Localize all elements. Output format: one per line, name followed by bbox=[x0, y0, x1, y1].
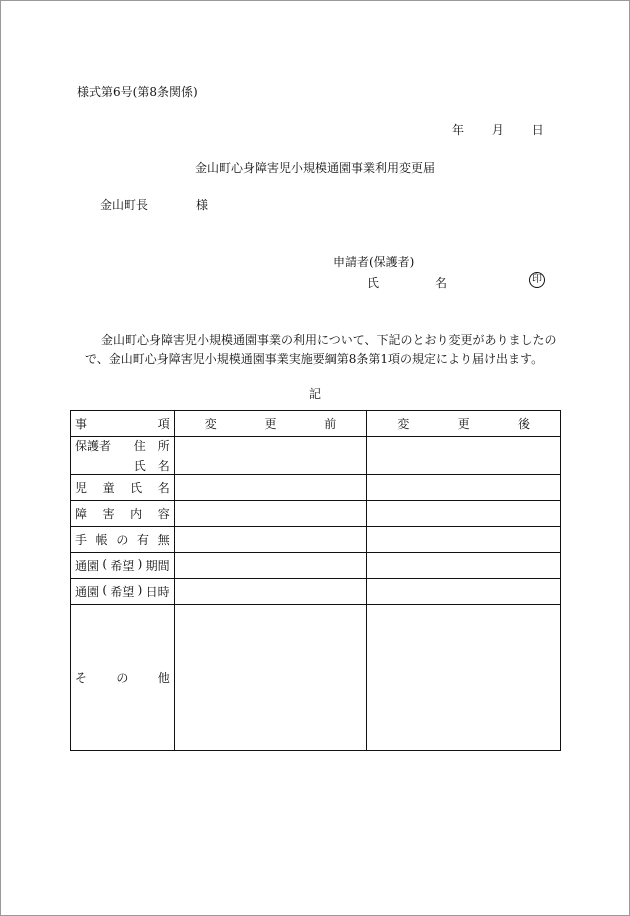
child-name-label-cell bbox=[71, 475, 175, 501]
datetime-before-cell[interactable] bbox=[174, 579, 367, 605]
body-text-line-2: で、金山町心身障害児小規模通園事業実施要綱第8条第1項の規定により届け出ます。 bbox=[85, 352, 544, 366]
row-label-char: の bbox=[116, 533, 129, 547]
row-label-char: 害 bbox=[102, 507, 115, 521]
date-year-label: 年 bbox=[452, 123, 465, 137]
other-label-char: の bbox=[116, 671, 129, 685]
seal-mark: 印 bbox=[529, 272, 545, 288]
addressee bbox=[100, 199, 208, 211]
row-label-part: ) bbox=[137, 583, 143, 597]
row-label-part: ) bbox=[137, 557, 143, 571]
row-label-part: ( bbox=[102, 583, 108, 597]
applicant-name-label: 氏 名 bbox=[367, 276, 470, 290]
row-label-part: 日時 bbox=[145, 585, 170, 599]
date-day-label: 日 bbox=[531, 123, 544, 137]
header-after-char: 後 bbox=[517, 417, 530, 431]
child-name-before-cell[interactable] bbox=[174, 475, 367, 501]
row-label-char: 氏 bbox=[130, 481, 143, 495]
row-label-part: ( bbox=[102, 557, 108, 571]
row-label-char: 有 bbox=[137, 533, 150, 547]
period-after-cell[interactable] bbox=[367, 553, 561, 579]
ki-heading: 記 bbox=[308, 387, 321, 401]
row-label-char: 容 bbox=[157, 507, 170, 521]
addressee-honorific: 様 bbox=[196, 198, 209, 212]
table-row bbox=[71, 527, 561, 553]
header-before bbox=[174, 411, 367, 437]
table-header-row bbox=[71, 411, 561, 437]
header-after-char: 変 bbox=[397, 417, 410, 431]
table-row bbox=[71, 605, 561, 751]
row-label-char: 無 bbox=[157, 533, 170, 547]
other-label-cell bbox=[71, 605, 175, 751]
body-text-line-1: 金山町心身障害児小規模通園事業の利用について、下記のとおり変更がありましたの bbox=[101, 333, 557, 347]
other-before-cell[interactable] bbox=[174, 605, 367, 751]
handbook-before-cell[interactable] bbox=[174, 527, 367, 553]
header-item-char: 項 bbox=[157, 417, 170, 431]
table-row bbox=[71, 553, 561, 579]
table-row bbox=[71, 475, 561, 501]
row-label-char: 名 bbox=[157, 481, 170, 495]
period-before-cell[interactable] bbox=[174, 553, 367, 579]
datetime-label-cell bbox=[71, 579, 175, 605]
table-row bbox=[71, 579, 561, 605]
row-label-part: 通園 bbox=[75, 559, 100, 573]
other-label-char: そ bbox=[75, 671, 88, 685]
row-label-char: 童 bbox=[102, 481, 115, 495]
other-after-cell[interactable] bbox=[367, 605, 561, 751]
document-title: 金山町心身障害児小規模通園事業利用変更届 bbox=[194, 161, 435, 175]
guardian-address-char: 住 bbox=[133, 439, 146, 453]
guardian-label-cell bbox=[71, 437, 175, 475]
child-name-after-cell[interactable] bbox=[367, 475, 561, 501]
row-label-part: 希望 bbox=[110, 585, 135, 599]
applicant-label: 申請者(保護者) bbox=[333, 255, 415, 269]
table-row bbox=[71, 501, 561, 527]
guardian-before-cell[interactable] bbox=[174, 437, 367, 475]
row-label-part: 期間 bbox=[145, 559, 170, 573]
guardian-address-char: 所 bbox=[157, 439, 170, 453]
form-number: 様式第6号(第8条関係) bbox=[77, 85, 198, 99]
header-before-char: 前 bbox=[324, 417, 337, 431]
guardian-name-char: 名 bbox=[157, 459, 170, 473]
header-after bbox=[367, 411, 561, 437]
row-label-char: 障 bbox=[75, 507, 88, 521]
addressee-name: 金山町長 bbox=[100, 198, 149, 212]
handbook-after-cell[interactable] bbox=[367, 527, 561, 553]
change-form-table bbox=[70, 410, 561, 751]
datetime-after-cell[interactable] bbox=[367, 579, 561, 605]
date-line bbox=[452, 124, 544, 136]
header-item-char: 事 bbox=[75, 417, 88, 431]
disability-label-cell bbox=[71, 501, 175, 527]
table-row bbox=[71, 437, 561, 475]
guardian-name-char: 氏 bbox=[133, 459, 146, 473]
handbook-label-cell bbox=[71, 527, 175, 553]
row-label-part: 通園 bbox=[75, 585, 100, 599]
disability-after-cell[interactable] bbox=[367, 501, 561, 527]
header-after-char: 更 bbox=[457, 417, 470, 431]
period-label-cell bbox=[71, 553, 175, 579]
header-before-char: 更 bbox=[264, 417, 277, 431]
header-before-char: 変 bbox=[204, 417, 217, 431]
body-text bbox=[85, 331, 565, 369]
guardian-after-cell[interactable] bbox=[367, 437, 561, 475]
row-label-char: 児 bbox=[75, 481, 88, 495]
disability-before-cell[interactable] bbox=[174, 501, 367, 527]
date-month-label: 月 bbox=[491, 123, 504, 137]
guardian-label: 保護者 bbox=[75, 439, 112, 453]
row-label-char: 内 bbox=[130, 507, 143, 521]
other-label-char: 他 bbox=[157, 671, 170, 685]
row-label-char: 帳 bbox=[95, 533, 108, 547]
row-label-char: 手 bbox=[75, 533, 88, 547]
header-item bbox=[71, 411, 175, 437]
row-label-part: 希望 bbox=[110, 559, 135, 573]
